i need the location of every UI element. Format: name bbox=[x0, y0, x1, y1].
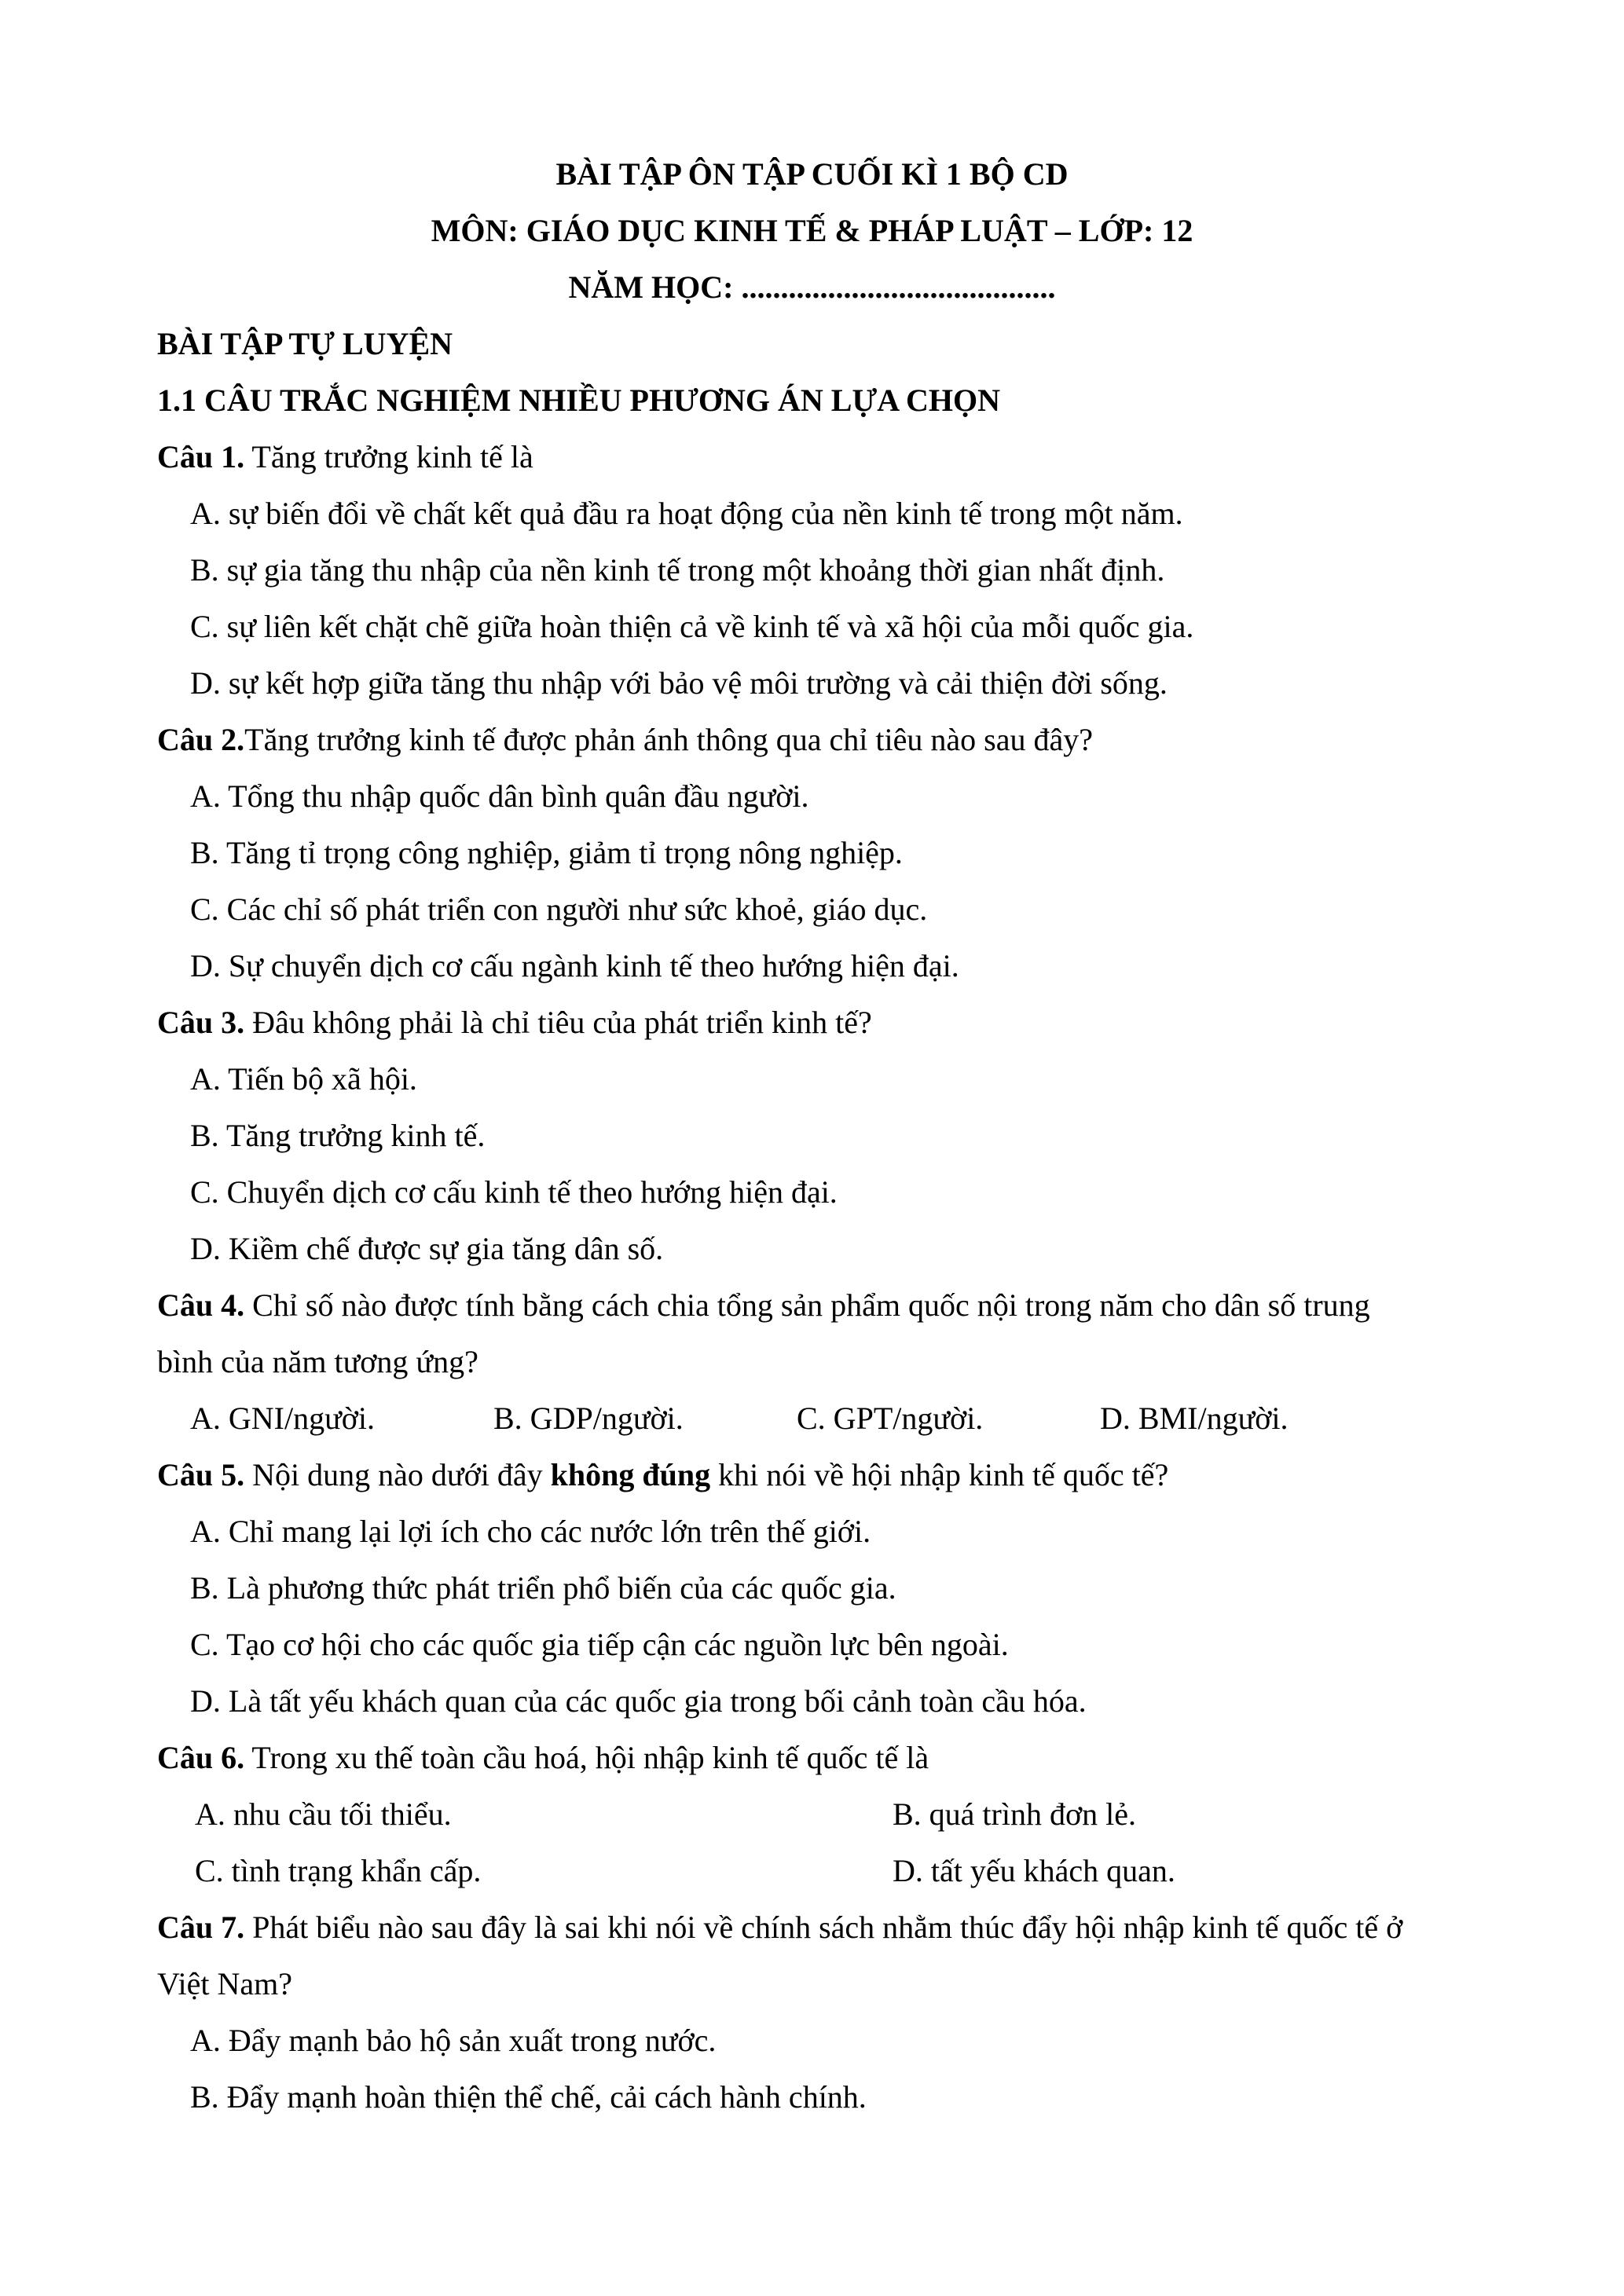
question-5 bbox=[157, 1456, 1168, 1493]
q3-option-b: B. Tăng trưởng kinh tế. bbox=[190, 1118, 486, 1153]
question-number: Câu 2. bbox=[157, 722, 245, 757]
question-text: Tăng trưởng kinh tế được phản ánh thông qua chỉ tiêu nào sau đây? bbox=[244, 722, 1093, 757]
document-title: BÀI TẬP ÔN TẬP CUỐI KÌ 1 BỘ CD bbox=[555, 156, 1069, 192]
question-text: Trong xu thế toàn cầu hoá, hội nhập kinh tế quốc tế là bbox=[244, 1740, 929, 1775]
question-4 bbox=[157, 1287, 1370, 1324]
q4-option-a: A. GNI/người. bbox=[190, 1401, 376, 1436]
q5-option-a: A. Chỉ mang lại lợi ích cho các nước lớn trên thế giới. bbox=[190, 1514, 871, 1549]
question-text: Phát biểu nào sau đây là sai khi nói về chính sách nhằm thúc đẩy hội nhập kinh tế quốc tế ở bbox=[244, 1910, 1403, 1945]
q1-option-b: B. sự gia tăng thu nhập của nền kinh tế trong một khoảng thời gian nhất định. bbox=[190, 552, 1165, 588]
question-3 bbox=[157, 1004, 872, 1041]
question-text: Nội dung nào dưới đây bbox=[244, 1457, 551, 1492]
question-number: Câu 5. bbox=[157, 1457, 245, 1492]
q3-option-a: A. Tiến bộ xã hội. bbox=[190, 1061, 417, 1097]
q5-option-b: B. Là phương thức phát triển phổ biến của các quốc gia. bbox=[190, 1570, 896, 1606]
question-number: Câu 4. bbox=[157, 1287, 245, 1323]
q3-option-d: D. Kiềm chế được sự gia tăng dân số. bbox=[190, 1231, 664, 1266]
q6-option-a: A. nhu cầu tối thiểu. bbox=[195, 1796, 452, 1832]
q2-option-a: A. Tổng thu nhập quốc dân bình quân đầu người. bbox=[190, 778, 809, 814]
section-subheading: 1.1 CÂU TRẮC NGHIỆM NHIỀU PHƯƠNG ÁN LỰA CHỌN bbox=[157, 383, 1000, 418]
question-text-end: khi nói về hội nhập kinh tế quốc tế? bbox=[710, 1457, 1169, 1492]
q5-option-d: D. Là tất yếu khách quan của các quốc gia trong bối cảnh toàn cầu hóa. bbox=[190, 1683, 1087, 1719]
q1-option-c: C. sự liên kết chặt chẽ giữa hoàn thiện cả về kinh tế và xã hội của mỗi quốc gia. bbox=[190, 609, 1194, 644]
q7-option-a: A. Đẩy mạnh bảo hộ sản xuất trong nước. bbox=[190, 2023, 717, 2058]
q6-option-b: B. quá trình đơn lẻ. bbox=[893, 1796, 1136, 1832]
question-text: Tăng trưởng kinh tế là bbox=[244, 439, 533, 474]
question-number: Câu 3. bbox=[157, 1005, 245, 1040]
question-1 bbox=[157, 438, 533, 475]
q1-option-d: D. sự kết hợp giữa tăng thu nhập với bảo vệ môi trường và cải thiện đời sống. bbox=[190, 665, 1168, 701]
section-heading: BÀI TẬP TỰ LUYỆN bbox=[157, 326, 453, 361]
q1-option-a: A. sự biến đổi về chất kết quả đầu ra hoạt động của nền kinh tế trong một năm. bbox=[190, 496, 1183, 531]
question-7-continued: Việt Nam? bbox=[157, 1966, 292, 2001]
question-7 bbox=[157, 1909, 1402, 1946]
q7-option-b: B. Đẩy mạnh hoàn thiện thể chế, cải cách hành chính. bbox=[190, 2079, 867, 2115]
q3-option-c: C. Chuyển dịch cơ cấu kinh tế theo hướng hiện đại. bbox=[190, 1174, 838, 1210]
school-year-line: NĂM HỌC: ........................................ bbox=[568, 269, 1056, 305]
q2-option-b: B. Tăng tỉ trọng công nghiệp, giảm tỉ trọng nông nghiệp. bbox=[190, 835, 903, 870]
q2-option-d: D. Sự chuyển dịch cơ cấu ngành kinh tế theo hướng hiện đại. bbox=[190, 948, 959, 983]
question-text: Chỉ số nào được tính bằng cách chia tổng sản phẩm quốc nội trong năm cho dân số trung bbox=[244, 1287, 1370, 1323]
question-emphasis: không đúng bbox=[550, 1457, 711, 1492]
q6-option-d: D. tất yếu khách quan. bbox=[893, 1853, 1175, 1888]
question-2 bbox=[157, 721, 1093, 758]
question-4-continued: bình của năm tương ứng? bbox=[157, 1344, 478, 1379]
question-text: Đâu không phải là chỉ tiêu của phát triển kinh tế? bbox=[244, 1005, 872, 1040]
q4-option-b: B. GDP/người. bbox=[493, 1401, 684, 1436]
question-number: Câu 7. bbox=[157, 1910, 245, 1945]
subject-line: MÔN: GIÁO DỤC KINH TẾ & PHÁP LUẬT – LỚP: 12 bbox=[431, 213, 1193, 248]
question-6 bbox=[157, 1739, 929, 1776]
q4-option-d: D. BMI/người. bbox=[1100, 1401, 1289, 1436]
q4-option-c: C. GPT/người. bbox=[797, 1401, 984, 1436]
question-number: Câu 6. bbox=[157, 1740, 245, 1775]
q2-option-c: C. Các chỉ số phát triển con người như sức khoẻ, giáo dục. bbox=[190, 892, 928, 927]
q6-option-c: C. tình trạng khẩn cấp. bbox=[195, 1853, 482, 1888]
q5-option-c: C. Tạo cơ hội cho các quốc gia tiếp cận các nguồn lực bên ngoài. bbox=[190, 1627, 1009, 1662]
question-number: Câu 1. bbox=[157, 439, 245, 474]
